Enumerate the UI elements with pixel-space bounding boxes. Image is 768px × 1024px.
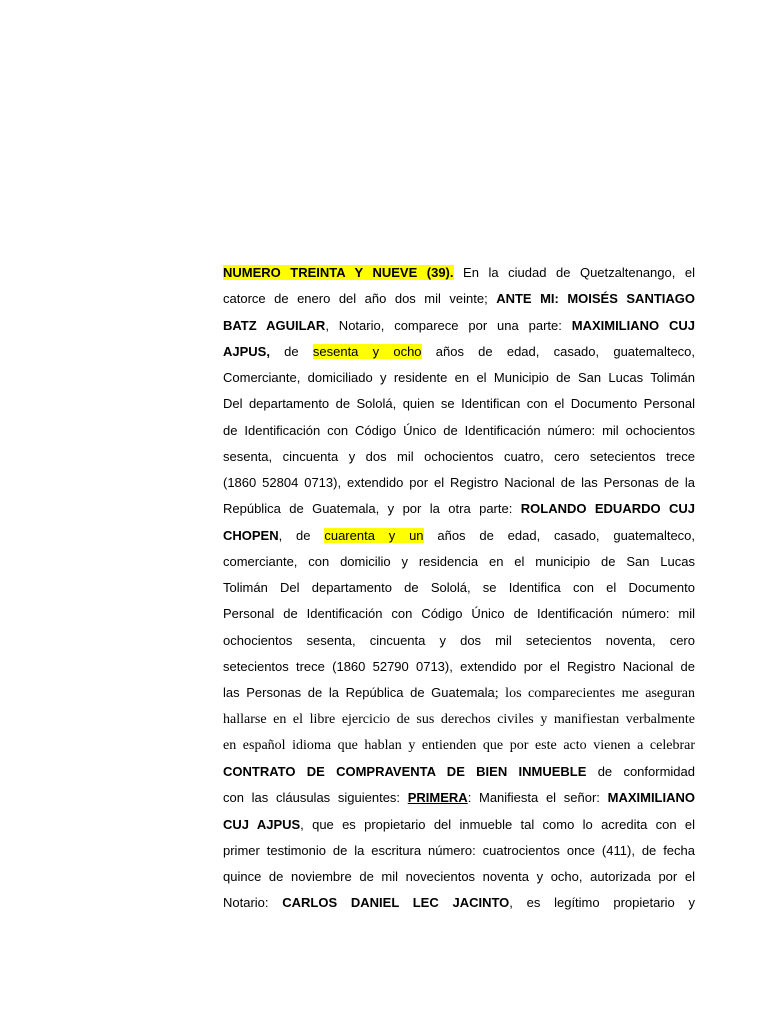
document-line [223, 339, 695, 365]
text-run: Comerciante, domiciliado y residente en el Municipio de San Lucas Tolimán [223, 370, 695, 386]
text-run: Personal de Identificación con Código Único de Identificación número: mil [223, 606, 695, 622]
text-run: En la ciudad de Quetzaltenango, el [453, 265, 695, 280]
notary-name: BATZ AGUILAR [223, 317, 326, 333]
text-run: , es legítimo propietario y [509, 895, 695, 911]
document-line [223, 418, 695, 444]
document-line [223, 864, 695, 890]
text-run: de conformidad [586, 764, 695, 780]
text-run: sesenta, cincuenta y dos mil ochocientos cuatro, cero setecientos trece [223, 448, 695, 464]
text-run: Notario: [223, 895, 283, 911]
document-body [223, 260, 695, 917]
text-run: setecientos trece (1860 52790 0713), extendido por el Registro Nacional de [223, 658, 695, 674]
text-run: República de Guatemala, y por la otra parte: [223, 501, 521, 517]
document-line [223, 654, 695, 680]
text-run: , Notario, comparece por una parte: [325, 317, 572, 333]
document-line [223, 628, 695, 654]
document-line [223, 680, 695, 706]
notary-name: CARLOS DANIEL LEC JACINTO [282, 895, 510, 911]
document-line [223, 549, 695, 575]
text-run: , de [278, 527, 325, 543]
document-line [223, 890, 695, 916]
party-name: MAXIMILIANO [607, 790, 695, 806]
highlighted-age: cuarenta y un [324, 527, 424, 543]
document-line [223, 601, 695, 627]
text-run: hallarse en el libre ejercicio de sus derechos civiles y manifiestan verbalmente [223, 711, 695, 727]
contract-title: CONTRATO DE COMPRAVENTA DE BIEN INMUEBLE [223, 764, 587, 780]
document-line [223, 838, 695, 864]
text-run: (1860 52804 0713), extendido por el Registro Nacional de las Personas de la [223, 475, 695, 491]
party-name: AJPUS, [223, 343, 270, 359]
text-run: años de edad, casado, guatemalteco, [423, 527, 695, 543]
document-line [223, 733, 695, 759]
document-line [223, 365, 695, 391]
text-run: en español idioma que hablan y entienden que por este acto vienen a celebrar [223, 737, 695, 753]
document-line [223, 759, 695, 785]
text-run: las Personas de la República de Guatemala [223, 685, 495, 701]
document-line [223, 391, 695, 417]
party-name: CHOPEN [223, 527, 279, 543]
document-line [223, 260, 695, 286]
party-name: MAXIMILIANO CUJ [571, 317, 695, 333]
document-line [223, 523, 695, 549]
document-line [223, 313, 695, 339]
text-run: catorce de enero del año dos mil veinte; [223, 291, 497, 307]
text-run: : Manifiesta el señor: [467, 790, 608, 806]
notary-name: ANTE MI: MOISÉS SANTIAGO [496, 291, 695, 307]
document-line [223, 496, 695, 522]
text-run: años de edad, casado, guatemalteco, [421, 343, 695, 359]
document-line [223, 707, 695, 733]
clause-heading: PRIMERA [407, 790, 468, 806]
party-name: ROLANDO EDUARDO CUJ [520, 501, 695, 517]
document-line [223, 575, 695, 601]
text-run: ; los comparecientes me aseguran [494, 686, 695, 702]
text-run: primer testimonio de la escritura número: cuatrocientos once (411), de fecha [223, 842, 695, 858]
document-line [223, 785, 695, 811]
document-line [223, 286, 695, 312]
document-line [223, 470, 695, 496]
party-name: CUJ AJPUS [223, 816, 301, 832]
text-run: quince de noviembre de mil novecientos noventa y ocho, autorizada por el [223, 869, 695, 885]
text-run: Tolimán Del departamento de Sololá, se Identifica con el Documento [223, 580, 695, 596]
document-line [223, 444, 695, 470]
deed-number: NUMERO TREINTA Y NUEVE (39). [223, 265, 454, 280]
text-run: ochocientos sesenta, cincuenta y dos mil setecientos noventa, cero [223, 632, 695, 648]
text-run: , que es propietario del inmueble tal como lo acredita con el [300, 816, 695, 832]
text-run: de Identificación con Código Único de Identificación número: mil ochocientos [223, 422, 695, 438]
document-line [223, 812, 695, 838]
highlighted-age: sesenta y ocho [312, 343, 422, 359]
text-run: comerciante, con domicilio y residencia en el municipio de San Lucas [223, 553, 695, 569]
text-run: Del departamento de Sololá, quien se Identifican con el Documento Personal [223, 396, 695, 412]
text-run: de [269, 343, 313, 359]
text-run: con las cláusulas siguientes: [223, 790, 408, 806]
